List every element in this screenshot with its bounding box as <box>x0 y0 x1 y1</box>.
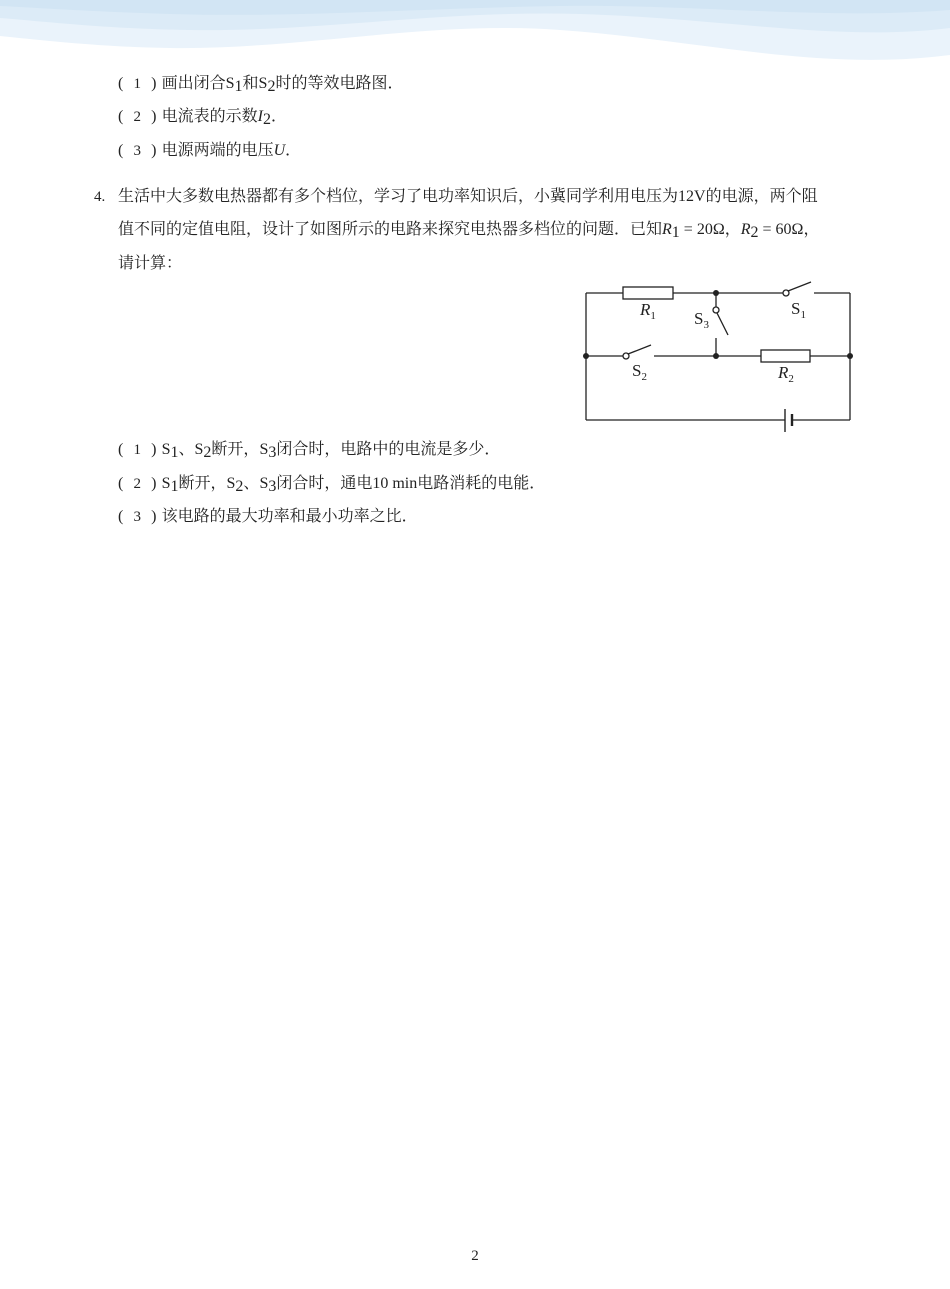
question-4-part-2: ( 2 ) $S_1$断开，$S_2$、$S_3$闭合时，通电10 min电路消耗的电能． <box>118 473 546 495</box>
question-4-part-1: ( 1 ) $S_1$、$S_2$断开，$S_3$闭合时，电路中的电流是多少． <box>118 439 501 461</box>
question-4-line-3: 请计算： <box>118 253 183 272</box>
junction-node <box>713 353 719 359</box>
question-4-line-1: 生活中大多数电热器都有多个档位，学习了电功率知识后，小冀同学利用电压为12V的电源，两个阻 <box>118 186 818 205</box>
switch-s3-pivot <box>713 307 719 313</box>
label-r1: $R_1$ <box>640 300 656 322</box>
label-s1: $S_1$ <box>791 299 806 321</box>
junction-node <box>583 353 589 359</box>
circuit-diagram <box>578 276 858 436</box>
label-r2: $R_2$ <box>778 363 794 385</box>
junction-node <box>847 353 853 359</box>
junction-node <box>713 290 719 296</box>
switch-s1-blade <box>788 282 811 291</box>
question-4-part-3: ( 3 ) 该电路的最大功率和最小功率之比． <box>118 506 418 525</box>
label-s3: $S_3$ <box>694 309 709 331</box>
prev-question-part-1: ( 1 ) 画出闭合$S_1$和$S_2$时的等效电路图． <box>118 73 404 95</box>
prev-question-part-3: ( 3 ) 电源两端的电压U． <box>118 140 302 159</box>
resistor-r2 <box>761 350 810 362</box>
question-4-number: 4. <box>94 189 106 205</box>
header-wave-banner <box>0 0 950 70</box>
page-number: 2 <box>471 1248 479 1264</box>
prev-question-part-2: ( 2 ) 电流表的示数$I_2$． <box>118 106 287 128</box>
label-s2: $S_2$ <box>632 361 647 383</box>
switch-s2-blade <box>628 345 651 354</box>
question-4-line-2: 值不同的定值电阻，设计了如图所示的电路来探究电热器多档位的问题．已知$R_1 = 20\Omega$，$R_2 = 60\Omega$， <box>118 219 820 241</box>
resistor-r1 <box>623 287 673 299</box>
switch-s3-blade <box>717 313 728 335</box>
